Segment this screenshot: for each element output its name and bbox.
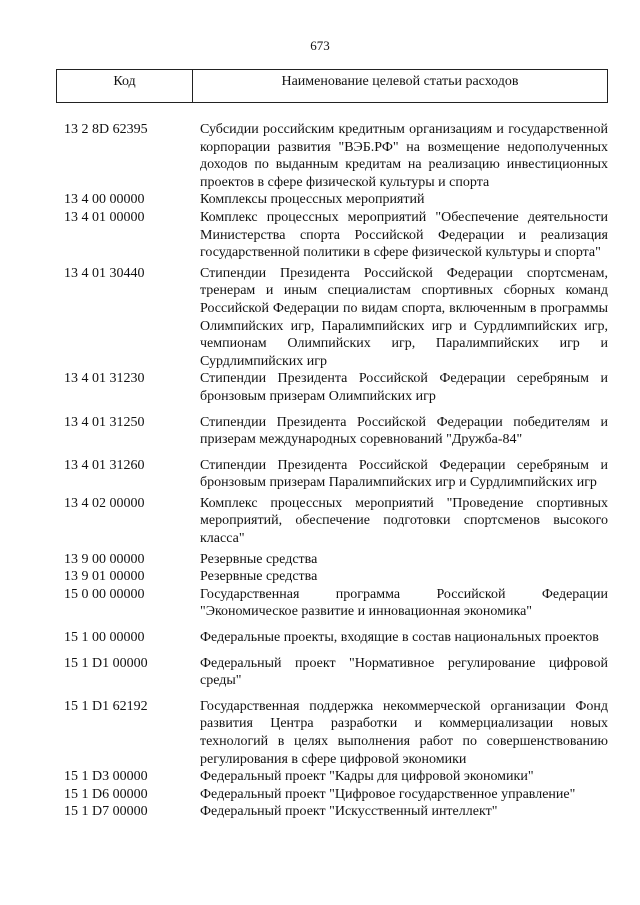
table-row [0, 655, 640, 690]
name-column-header: Наименование целевой статьи расходов [281, 74, 519, 89]
table-row [0, 495, 640, 548]
row-name: Комплекс процессных мероприятий "Проведение спортивных мероприятий, обеспечение подготовки спортсменов высокого класса" [200, 495, 608, 547]
table-row [0, 568, 640, 586]
table-row [0, 414, 640, 449]
table-row [0, 551, 640, 569]
row-code: 13 4 00 00000 [64, 192, 145, 208]
table-header [56, 69, 608, 103]
budget-items-list [0, 121, 640, 821]
row-name: Федеральные проекты, входящие в состав национальных проектов [200, 630, 599, 646]
row-name: Резервные средства [200, 569, 318, 585]
table-row [0, 370, 640, 405]
table-row [0, 629, 640, 647]
row-code: 13 2 8D 62395 [64, 122, 148, 137]
row-code: 15 1 D7 00000 [64, 804, 148, 820]
table-row [0, 265, 640, 371]
table-row [0, 191, 640, 209]
row-code: 13 4 01 31230 [64, 371, 145, 387]
row-code: 13 9 00 00000 [64, 551, 145, 567]
row-name: Государственная поддержка некоммерческой организации Фонд развития Центра разработки и коммерциализации новых технологий в целях выполнения работ по совершенствованию регулирования в сфере цифровой экономики [200, 698, 608, 767]
table-row [0, 209, 640, 262]
row-code: 13 4 02 00000 [64, 495, 145, 511]
row-name: Стипендии Президента Российской Федерации победителям и призерам международных соревнований "Дружба-84" [200, 414, 608, 448]
table-row [0, 586, 640, 621]
row-code: 15 0 00 00000 [64, 586, 145, 602]
row-name: Комплекс процессных мероприятий "Обеспечение деятельности Министерства спорта Российской Федерации и реализация государственной политики в сфере физической культуры и спорта" [200, 209, 608, 261]
row-code: 15 1 00 00000 [64, 630, 145, 646]
row-name: Стипендии Президента Российской Федерации спортсменам, тренерам и иным специалистам спортивных сборных команд Российской Федерации по видам спорта, включенным в программы Олимпийских игр, Паралимпийских игр и Сурдлимпийских игр, чемпионам Олимпийских игр, Паралимпийских игр и Сурдлимпийских игр [200, 265, 608, 369]
table-row [0, 786, 640, 804]
table-row [0, 121, 640, 191]
row-code: 15 1 D1 00000 [64, 655, 148, 671]
row-name: Стипендии Президента Российской Федерации серебряным и бронзовым призерам Паралимпийских игр и Сурдлимпийских игр [200, 457, 608, 491]
row-code: 15 1 D3 00000 [64, 769, 148, 785]
table-row [0, 768, 640, 786]
row-name: Субсидии российским кредитным организациям и государственной корпорации развития "ВЭБ.РФ" на возмещение недополученных доходов по выданным кредитам на реализацию инвестиционных проектов в сфере физической культуры и спорта [200, 122, 608, 190]
table-row [0, 698, 640, 768]
row-code: 13 4 01 30440 [64, 265, 145, 281]
code-column-header: Код [57, 70, 193, 102]
table-row [0, 803, 640, 821]
table-row [0, 457, 640, 492]
row-name: Стипендии Президента Российской Федерации серебряным и бронзовым призерам Олимпийских игр [200, 371, 608, 404]
row-code: 15 1 D1 62192 [64, 698, 148, 714]
row-code: 13 4 01 00000 [64, 209, 145, 225]
row-name: Федеральный проект "Цифровое государственное управление" [200, 786, 576, 802]
row-name: Федеральный проект "Искусственный интеллект" [200, 804, 498, 820]
row-code: 15 1 D6 00000 [64, 786, 148, 802]
row-name: Федеральный проект "Кадры для цифровой экономики" [200, 769, 534, 785]
row-code: 13 4 01 31260 [64, 457, 145, 473]
row-name: Федеральный проект "Нормативное регулирование цифровой среды" [200, 655, 608, 689]
row-code: 13 9 01 00000 [64, 569, 145, 585]
row-name: Комплексы процессных мероприятий [200, 192, 425, 208]
row-name: Резервные средства [200, 551, 318, 567]
page-number: 673 [310, 38, 330, 53]
row-name: Государственная программа Российской Федерации "Экономическое развитие и инновационная экономика" [200, 586, 608, 620]
row-code: 13 4 01 31250 [64, 414, 145, 430]
